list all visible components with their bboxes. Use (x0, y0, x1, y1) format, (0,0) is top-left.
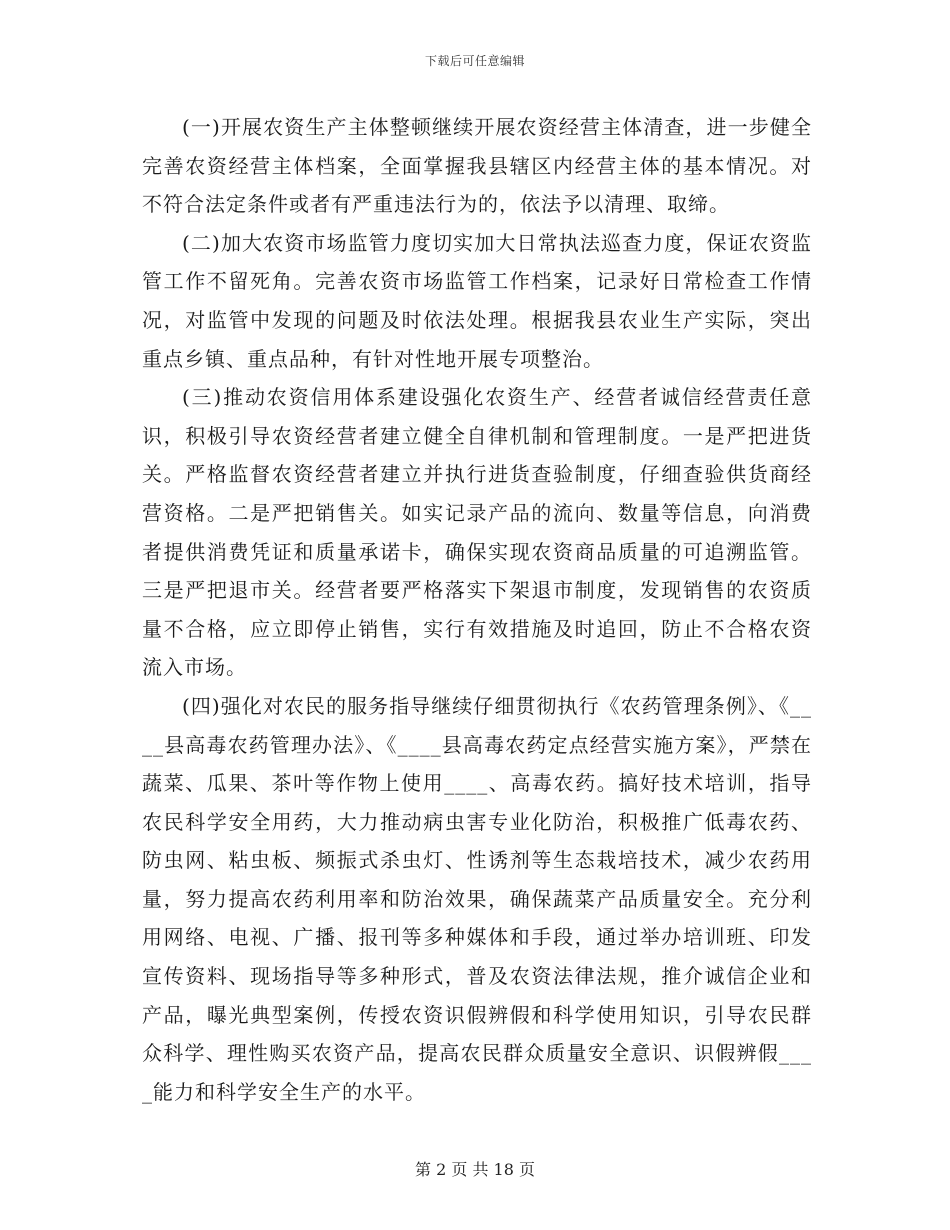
paragraph-3: (三)推动农资信用体系建设强化农资生产、经营者诚信经营责任意识，积极引导农资经营者建立健全自律机制和管理制度。一是严把进货关。严格监督农资经营者建立并执行进货查验制度，仔细查验供货商经营资格。二是严把销售关。如实记录产品的流向、数量等信息，向消费者提供消费凭证和质量承诺卡，确保实现农资商品质量的可追溯监管。三是严把退市关。经营者要严格落实下架退市制度，发现销售的农资质量不合格，应立即停止销售，实行有效措施及时追回，防止不合格农资流入市场。 (142, 385, 812, 680)
paragraph-4: (四)强化对农民的服务指导继续仔细贯彻执行《农药管理条例》、《____县高毒农药管理办法》、《____县高毒农药定点经营实施方案》，严禁在蔬菜、瓜果、茶叶等作物上使用____、高毒农药。搞好技术培训，指导农民科学安全用药，大力推动病虫害专业化防治，积极推广低毒农药、防虫网、粘虫板、频振式杀虫灯、性诱剂等生态栽培技术，减少农药用量，努力提高农药利用率和防治效果，确保蔬菜产品质量安全。充分利用网络、电视、广播、报刊等多种媒体和手段，通过举办培训班、印发宣传资料、现场指导等多种形式，普及农资法律法规，推介诚信企业和产品，曝光典型案例，传授农资识假辨假和科学使用知识，引导农民群众科学、理性购买农资产品，提高农民群众质量安全意识、识假辨假____能力和科学安全生产的水平。 (142, 693, 812, 1104)
paragraph-2: (二)加大农资市场监管力度切实加大日常执法巡查力度，保证农资监管工作不留死角。完善农资市场监管工作档案，记录好日常检查工作情况，对监管中发现的问题及时依法处理。根据我县农业生产实际，突出重点乡镇、重点品种，有针对性地开展专项整治。 (142, 230, 812, 371)
page-number-footer: 第 2 页 共 18 页 (415, 1160, 535, 1179)
page-header: 下载后可任意编辑 (424, 54, 525, 68)
paragraph-1: (一)开展农资生产主体整顿继续开展农资经营主体清查，进一步健全完善农资经营主体档案，全面掌握我县辖区内经营主体的基本情况。对不符合法定条件或者有严重违法行为的，依法予以清理、取缔。 (142, 115, 812, 217)
document-body (142, 108, 812, 1111)
